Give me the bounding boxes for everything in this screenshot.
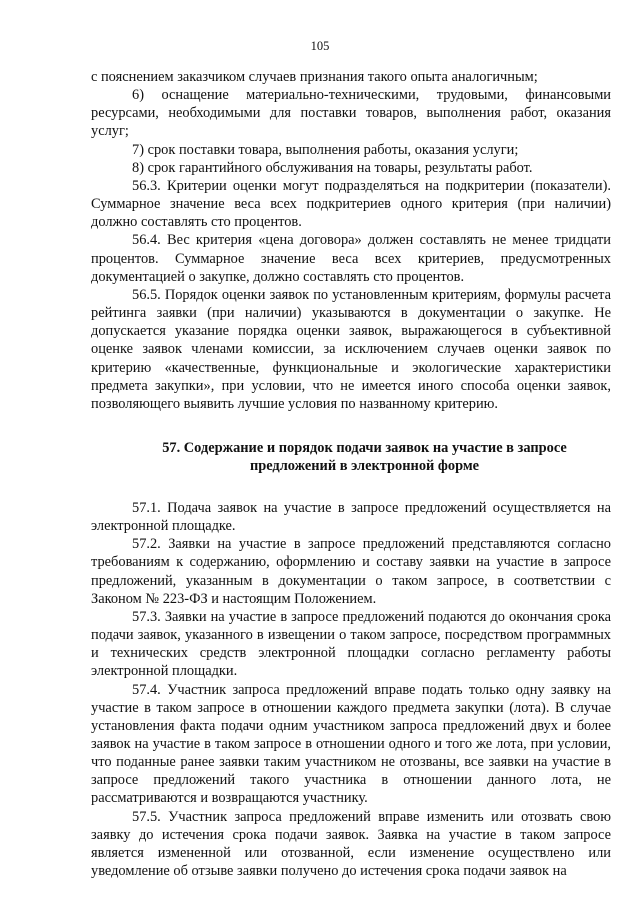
page-number: 105 bbox=[310, 39, 330, 53]
paragraph: с пояснением заказчиком случаев признания такого опыта аналогичным; bbox=[91, 69, 538, 85]
paragraph: 8) срок гарантийного обслуживания на товары, результаты работ. bbox=[132, 159, 533, 176]
paragraph: 6) оснащение материально-техническими, трудовыми, финансовыми ресурсами, необходимыми для поставки товаров, выполнения работ, оказания услуг; bbox=[91, 87, 611, 140]
document-body bbox=[91, 68, 611, 880]
section-heading bbox=[91, 439, 611, 476]
paragraph: 57.4. Участник запроса предложений вправе подать только одну заявку на участие в таком запросе в отношении каждого предмета закупки (лота). В случае установления факта подачи одним участником запроса предложений двух и более заявок на участие в таком запросе в отношении одного и того же лота, при условии, что поданные ранее заявки таким участником не отозваны, все заявки на участие в запросе предложений такого участника в отношении данного лота, не рассматриваются и возвращаются участнику. bbox=[91, 681, 611, 807]
paragraphs-after-section bbox=[91, 499, 611, 880]
paragraphs-before-section bbox=[91, 68, 611, 413]
paragraph: 56.3. Критерии оценки могут подразделяться на подкритерии (показатели). Суммарное значение веса всех подкритериев одного критерия (при наличии) должно составлять сто процентов. bbox=[91, 177, 611, 231]
paragraph: 57.3. Заявки на участие в запросе предложений подаются до окончания срока подачи заявок, указанного в извещении о таком запросе, посредством программных и технических средств электронной площадки согласно регламенту работы электронной площадки. bbox=[91, 608, 611, 680]
paragraph: 7) срок поставки товара, выполнения работы, оказания услуги; bbox=[132, 141, 519, 158]
paragraph: 56.4. Вес критерия «цена договора» должен составлять не менее тридцати процентов. Суммарное значение веса всех критериев, предусмотренных документацией о закупке, должно составлять сто процентов. bbox=[91, 232, 611, 285]
section-heading-line-2: предложений в электронной форме bbox=[249, 458, 480, 475]
section-heading-line-1: 57. Содержание и порядок подачи заявок на участие в запросе bbox=[162, 439, 567, 456]
paragraph: 56.5. Порядок оценки заявок по установленным критериям, формулы расчета рейтинга заявки (при наличии) указываются в документации о закупке. Не допускается указание порядка оценки заявок, выражающегося в субъективной оценке заявок членами комиссии, за исключением случаев оценки заявок по критерию «качественные, функциональные и экологические характеристики предмета закупки», при условии, что не имеется иного способа оценки заявок, позволяющего выявить лучшие условия по названному критерию. bbox=[91, 286, 611, 412]
paragraph: 57.1. Подача заявок на участие в запросе предложений осуществляется на электронной площадке. bbox=[91, 499, 611, 535]
paragraph: 57.5. Участник запроса предложений вправе изменить или отозвать свою заявку до истечения срока подачи заявок. Заявка на участие в таком запросе является измененной или отозванной, если изменение осуществлено или уведомление об отзыве заявки получено до истечения срока подачи заявок на bbox=[91, 808, 611, 880]
paragraph: 57.2. Заявки на участие в запросе предложений представляются согласно требованиям к содержанию, оформлению и составу заявки на участие в запросе предложений, указанным в документации о таком запросе, в соответствии с Законом № 223-ФЗ и настоящим Положением. bbox=[91, 536, 611, 607]
